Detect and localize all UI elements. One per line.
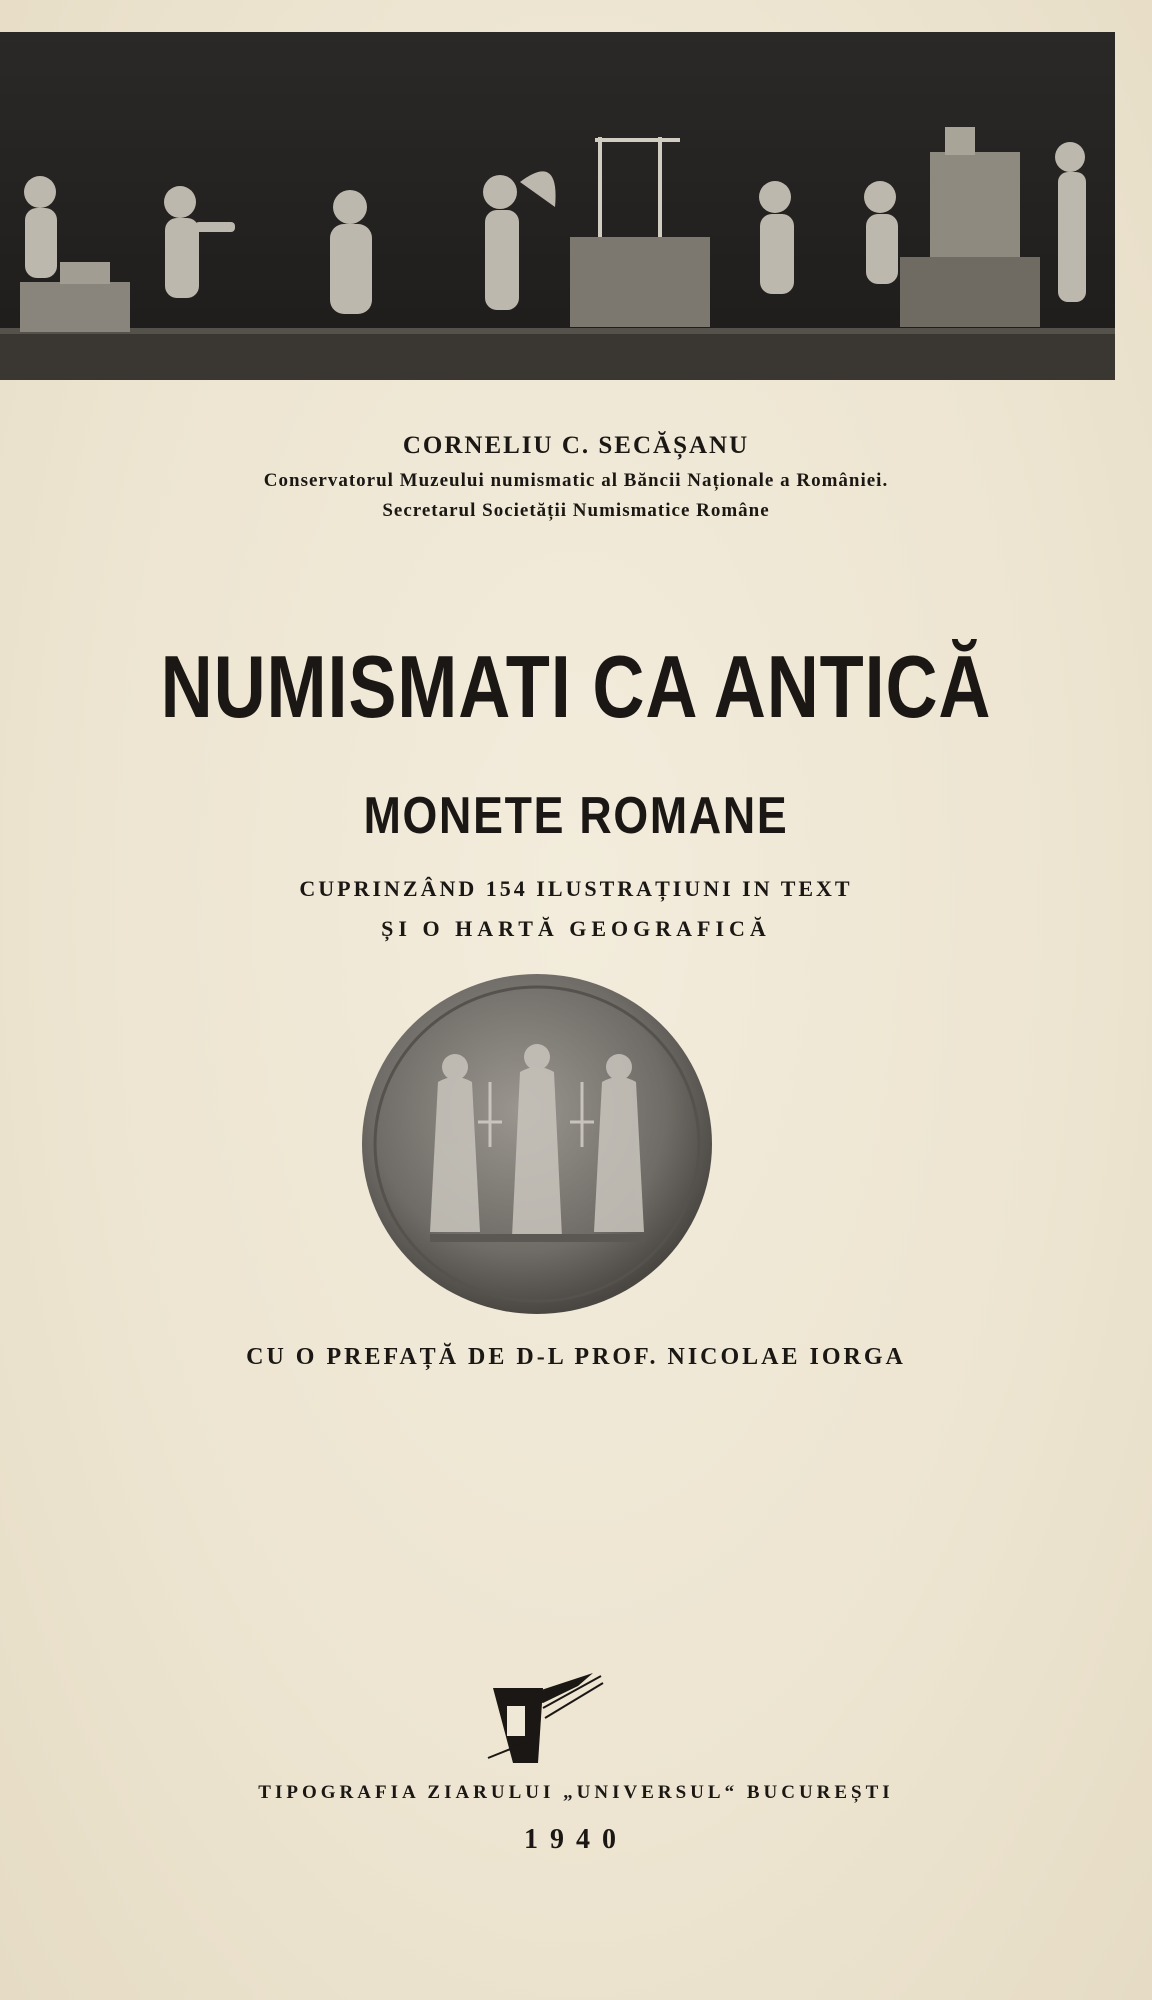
book-title: NUMISMATI CA ANTICĂ	[160, 637, 992, 736]
publication-year: 1940	[524, 1824, 628, 1855]
author-name: CORNELIU C. SECĂȘANU	[402, 432, 750, 459]
roman-coin-illustration	[360, 972, 715, 1317]
printer-imprint: TIPOGRAFIA ZIARULUI „UNIVERSUL“ BUCUREȘTI	[258, 1782, 894, 1803]
author-role-society: Secretarul Societății Numismatice Române	[382, 500, 770, 521]
contents-description-line-2: ȘI O HARTĂ GEOGRAFICĂ	[381, 916, 771, 941]
publisher-logo-icon	[483, 1668, 608, 1768]
contents-description-line-1: CUPRINZÂND 154 ILUSTRAȚIUNI IN TEXT	[299, 876, 853, 901]
book-subtitle: MONETE ROMANE	[363, 787, 789, 845]
cupids-minting-fresco	[0, 32, 1115, 380]
preface-credit: CU O PREFAȚĂ DE D-L PROF. NICOLAE IORGA	[246, 1344, 906, 1370]
fresco-banner-illustration	[0, 32, 1115, 380]
author-role-museum: Conservatorul Muzeului numismatic al Băncii Naționale a României.	[263, 470, 889, 491]
